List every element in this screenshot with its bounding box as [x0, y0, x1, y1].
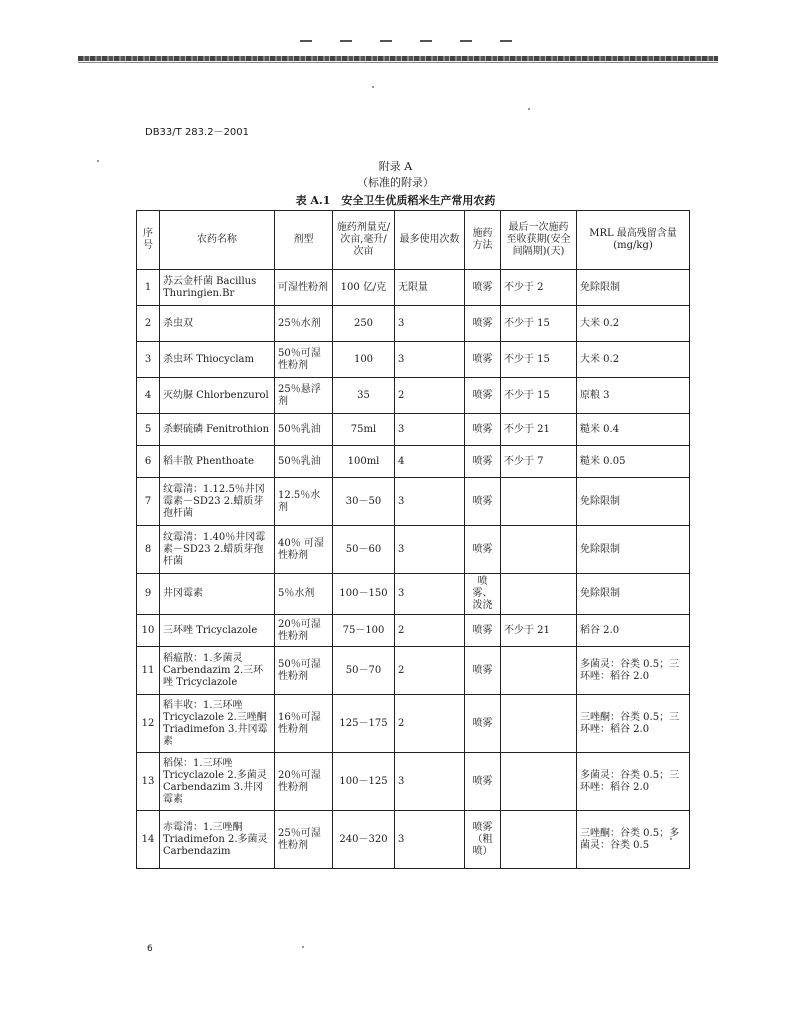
header-dose: 施药剂量克/次亩,毫升/次亩 — [333, 211, 395, 270]
pesticide-name: 井冈霉素 — [160, 574, 275, 615]
application-method: 喷雾 — [465, 615, 501, 647]
mrl-value: 免除限制 — [577, 526, 690, 574]
mrl-value: 糙米 0.4 — [577, 414, 690, 446]
row-number: 7 — [137, 478, 160, 526]
table-row — [137, 526, 690, 574]
max-applications: 3 — [395, 753, 465, 811]
row-number: 4 — [137, 378, 160, 414]
header-times: 最多使用次数 — [395, 211, 465, 270]
mrl-value: 糙米 0.05 — [577, 446, 690, 478]
row-number: 8 — [137, 526, 160, 574]
pesticide-name: 杀虫环 Thiocyclam — [160, 342, 275, 378]
dosage: 30－50 — [333, 478, 395, 526]
row-number: 1 — [137, 270, 160, 306]
mrl-value: 大米 0.2 — [577, 306, 690, 342]
row-number: 13 — [137, 753, 160, 811]
safety-interval: 不少于 21 — [501, 414, 577, 446]
pesticide-name: 纹霉清：1.12.5％井冈霉素－SD23 2.蜡质芽孢杆菌 — [160, 478, 275, 526]
formulation: 20％可湿性粉剂 — [275, 615, 333, 647]
pesticide-name: 稻瘟散：1.多菌灵 Carbendazim 2.三环唑 Tricyclazole — [160, 647, 275, 695]
safety-interval: 不少于 21 — [501, 615, 577, 647]
safety-interval: 不少于 7 — [501, 446, 577, 478]
max-applications: 2 — [395, 695, 465, 753]
header-no: 序号 — [137, 211, 160, 270]
max-applications: 3 — [395, 526, 465, 574]
pesticide-name: 稻丰散 Phenthoate — [160, 446, 275, 478]
row-number: 5 — [137, 414, 160, 446]
safety-interval: 不少于 15 — [501, 378, 577, 414]
header-name: 农药名称 — [160, 211, 275, 270]
table-row — [137, 270, 690, 306]
pesticide-name: 杀虫双 — [160, 306, 275, 342]
table-row — [137, 647, 690, 695]
table-header-row — [137, 211, 690, 270]
scan-artifact-top — [300, 40, 540, 42]
row-number: 6 — [137, 446, 160, 478]
appendix-title: 附录 A — [378, 160, 413, 173]
scan-speck — [302, 946, 304, 948]
application-method: 喷雾 — [465, 342, 501, 378]
application-method: 喷雾 — [465, 647, 501, 695]
row-number: 9 — [137, 574, 160, 615]
mrl-value: 稻谷 2.0 — [577, 615, 690, 647]
dosage: 100 — [333, 342, 395, 378]
safety-interval — [501, 526, 577, 574]
standard-number: DB33/T 283.2－2001 — [145, 127, 250, 138]
formulation: 25％水剂 — [275, 306, 333, 342]
appendix-note: （标准的附录） — [357, 176, 434, 189]
pesticide-name: 三环唑 Tricyclazole — [160, 615, 275, 647]
mrl-value: 免除限制 — [577, 574, 690, 615]
formulation: 12.5％水剂 — [275, 478, 333, 526]
row-number: 11 — [137, 647, 160, 695]
mrl-value: 大米 0.2 — [577, 342, 690, 378]
dosage: 75－100 — [333, 615, 395, 647]
application-method: 喷雾 — [465, 478, 501, 526]
formulation: 16％可湿性粉剂 — [275, 695, 333, 753]
max-applications: 3 — [395, 478, 465, 526]
formulation: 50％可湿性粉剂 — [275, 342, 333, 378]
table-row — [137, 342, 690, 378]
mrl-value: 免除限制 — [577, 478, 690, 526]
mrl-value: 免除限制 — [577, 270, 690, 306]
pesticide-name: 赤霉清：1.三唑酮 Triadimefon 2.多菌灵 Carbendazim — [160, 811, 275, 869]
max-applications: 2 — [395, 615, 465, 647]
max-applications: 3 — [395, 414, 465, 446]
application-method: 喷雾 — [465, 753, 501, 811]
scan-speck — [670, 838, 672, 840]
safety-interval — [501, 695, 577, 753]
table-row — [137, 695, 690, 753]
dosage: 35 — [333, 378, 395, 414]
safety-interval — [501, 811, 577, 869]
dosage: 75ml — [333, 414, 395, 446]
application-method: 喷雾、泼浇 — [465, 574, 501, 615]
formulation: 可湿性粉剂 — [275, 270, 333, 306]
mrl-value: 三唑酮：谷类 0.5；多菌灵：谷类 0.5 — [577, 811, 690, 869]
row-number: 10 — [137, 615, 160, 647]
dosage: 100－125 — [333, 753, 395, 811]
application-method: 喷雾 — [465, 414, 501, 446]
header-interval: 最后一次施药至收获期(安全间隔期)(天) — [501, 211, 577, 270]
pesticide-name: 纹霉清：1.40％井冈霉素－SD23 2.蜡质芽孢杆菌 — [160, 526, 275, 574]
row-number: 2 — [137, 306, 160, 342]
pesticide-name: 杀螟硫磷 Fenitrothion — [160, 414, 275, 446]
table-row — [137, 306, 690, 342]
application-method: 喷雾（粗喷） — [465, 811, 501, 869]
max-applications: 3 — [395, 811, 465, 869]
safety-interval: 不少于 15 — [501, 306, 577, 342]
safety-interval — [501, 753, 577, 811]
table-row — [137, 615, 690, 647]
dosage: 125－175 — [333, 695, 395, 753]
mrl-value: 三唑酮：谷类 0.5；三环唑：稻谷 2.0 — [577, 695, 690, 753]
formulation: 5％水剂 — [275, 574, 333, 615]
scan-speck — [372, 86, 374, 88]
max-applications: 3 — [395, 574, 465, 615]
dosage: 50－70 — [333, 647, 395, 695]
application-method: 喷雾 — [465, 695, 501, 753]
safety-interval: 不少于 15 — [501, 342, 577, 378]
pesticide-name: 稻丰收：1.三环唑 Tricyclazole 2.三唑酮 Triadimefon 3.井冈霉素 — [160, 695, 275, 753]
mrl-value: 原粮 3 — [577, 378, 690, 414]
table-body — [137, 270, 690, 869]
header-mrl: MRL 最高残留含量(mg/kg) — [577, 211, 690, 270]
safety-interval: 不少于 2 — [501, 270, 577, 306]
dosage: 240－320 — [333, 811, 395, 869]
formulation: 50％可湿性粉剂 — [275, 647, 333, 695]
dosage: 50－60 — [333, 526, 395, 574]
scan-speck — [97, 160, 99, 162]
pesticide-name: 稻保：1.三环唑 Tricyclazole 2.多菌灵 Carbendazim 3.井冈霉素 — [160, 753, 275, 811]
pesticide-name: 苏云金杆菌 Bacillus Thuringien.Br — [160, 270, 275, 306]
scan-header-band — [78, 56, 718, 61]
max-applications: 3 — [395, 306, 465, 342]
table-title: 表 A.1 安全卫生优质稻米生产常用农药 — [295, 194, 496, 207]
row-number: 14 — [137, 811, 160, 869]
scan-speck — [528, 108, 530, 110]
table-row — [137, 753, 690, 811]
table-row — [137, 446, 690, 478]
max-applications: 无限量 — [395, 270, 465, 306]
max-applications: 2 — [395, 647, 465, 695]
pesticide-table — [136, 210, 690, 869]
application-method: 喷雾 — [465, 446, 501, 478]
max-applications: 4 — [395, 446, 465, 478]
dosage: 100ml — [333, 446, 395, 478]
page-number: 6 — [147, 944, 153, 954]
table-row — [137, 478, 690, 526]
table-row — [137, 414, 690, 446]
table-row — [137, 378, 690, 414]
max-applications: 3 — [395, 342, 465, 378]
formulation: 25％悬浮剂 — [275, 378, 333, 414]
application-method: 喷雾 — [465, 526, 501, 574]
dosage: 100－150 — [333, 574, 395, 615]
mrl-value: 多菌灵：谷类 0.5；三环唑：稻谷 2.0 — [577, 647, 690, 695]
formulation: 50％乳油 — [275, 414, 333, 446]
formulation: 20％可湿性粉剂 — [275, 753, 333, 811]
dosage: 100 亿/克 — [333, 270, 395, 306]
scan-header-line — [78, 62, 718, 63]
row-number: 12 — [137, 695, 160, 753]
max-applications: 2 — [395, 378, 465, 414]
header-method: 施药方法 — [465, 211, 501, 270]
application-method: 喷雾 — [465, 306, 501, 342]
formulation: 40％ 可湿性粉剂 — [275, 526, 333, 574]
pesticide-name: 灭幼脲 Chlorbenzurol — [160, 378, 275, 414]
dosage: 250 — [333, 306, 395, 342]
header-form: 剂型 — [275, 211, 333, 270]
safety-interval — [501, 647, 577, 695]
safety-interval — [501, 574, 577, 615]
application-method: 喷雾 — [465, 378, 501, 414]
formulation: 50％乳油 — [275, 446, 333, 478]
table-row — [137, 574, 690, 615]
table-row — [137, 811, 690, 869]
safety-interval — [501, 478, 577, 526]
row-number: 3 — [137, 342, 160, 378]
formulation: 25％可湿性粉剂 — [275, 811, 333, 869]
application-method: 喷雾 — [465, 270, 501, 306]
mrl-value: 多菌灵：谷类 0.5；三环唑：稻谷 2.0 — [577, 753, 690, 811]
